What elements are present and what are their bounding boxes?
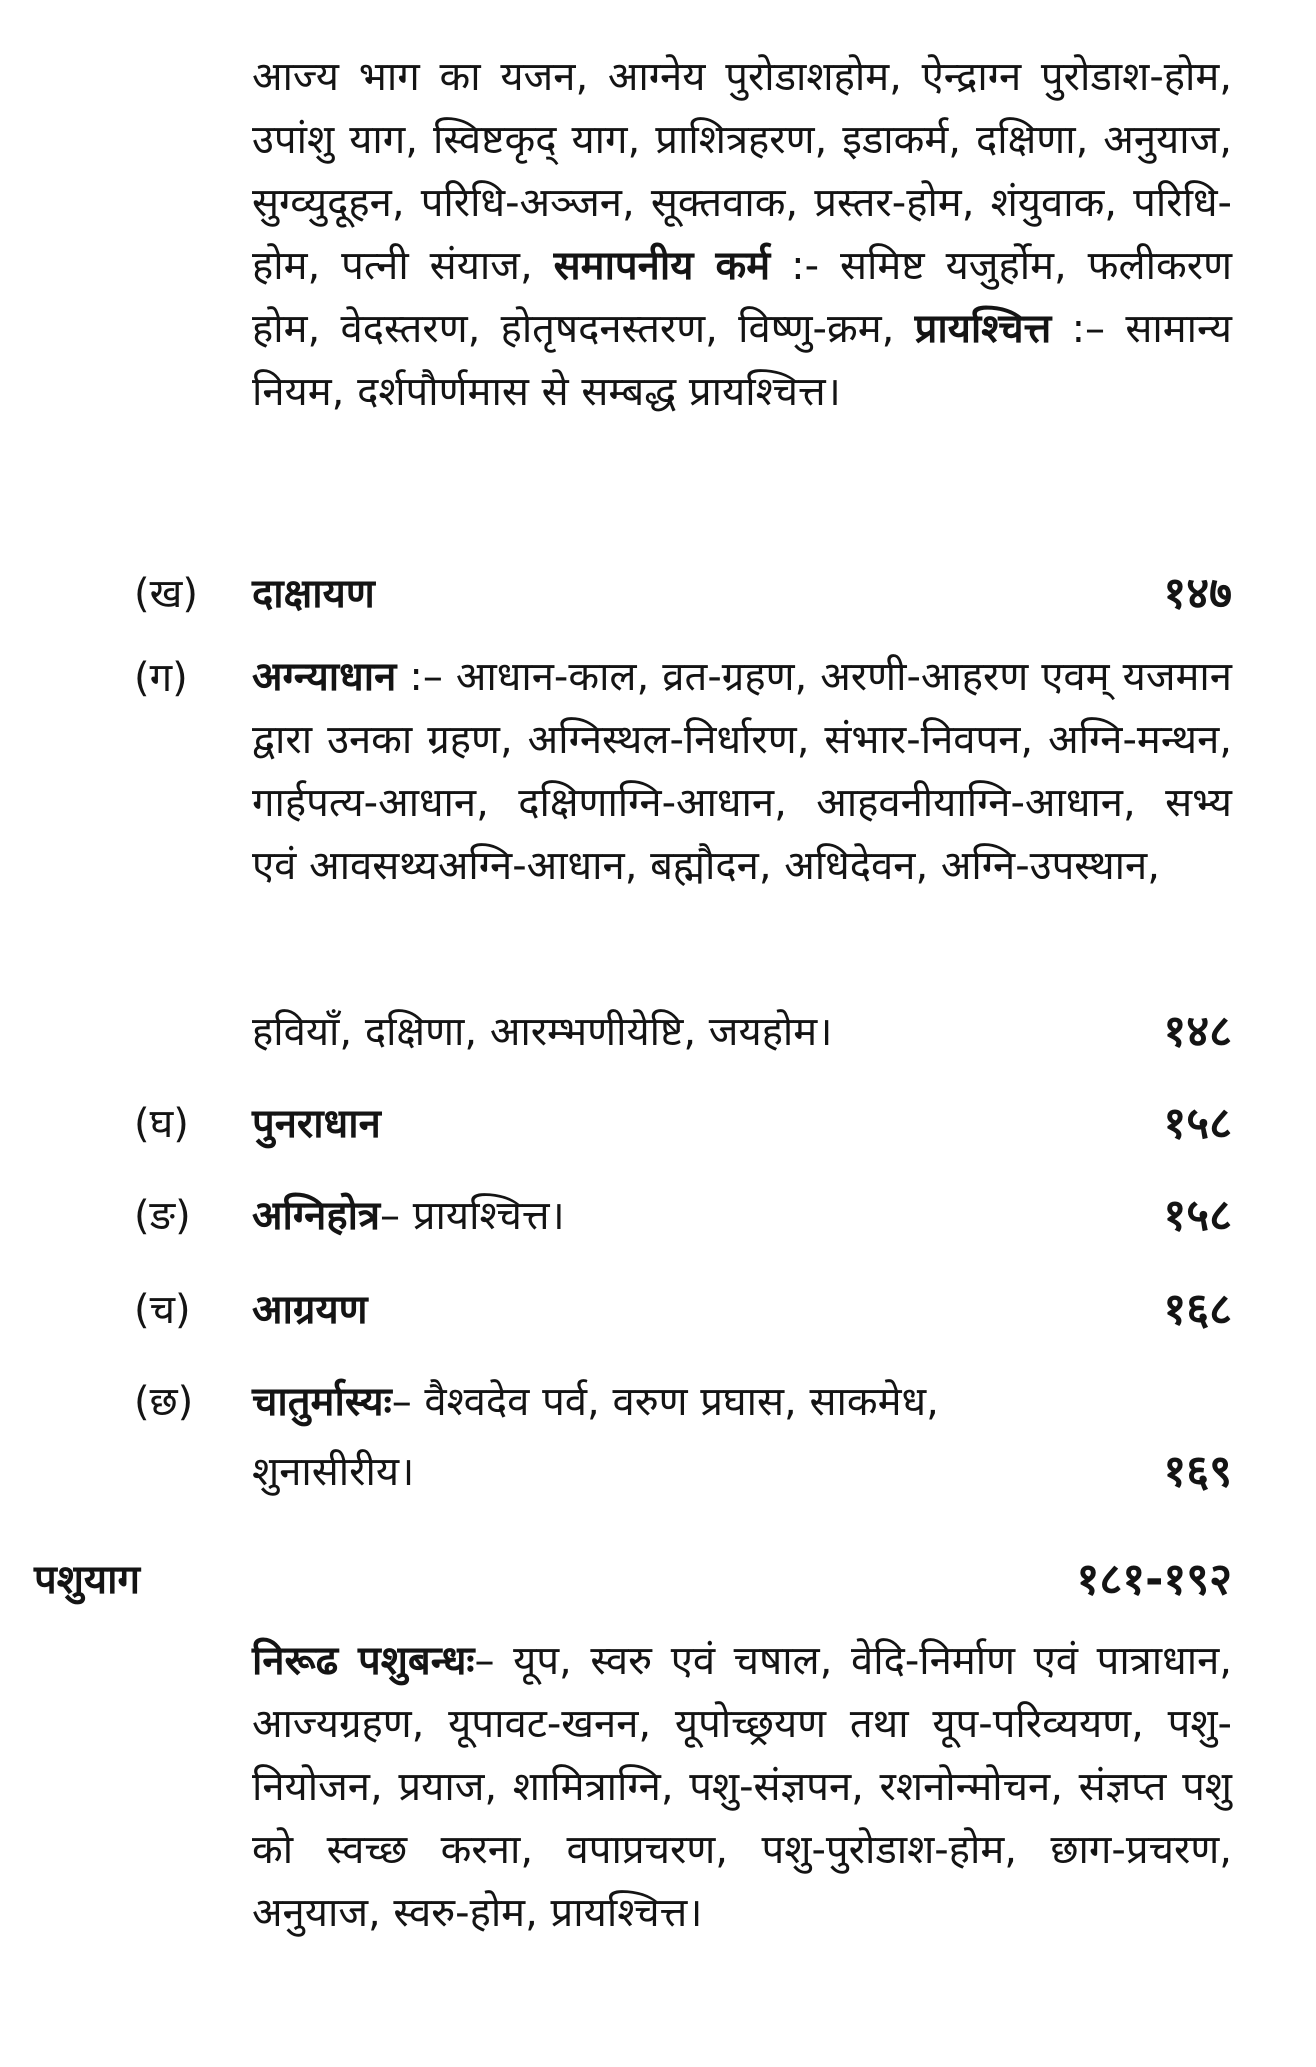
intro-text-2: :- समिष्ट यजुर्होम, फलीकरण होम, वेदस्तरण, होतृषदनस्तरण, विष्णु-क्रम, bbox=[252, 243, 1232, 352]
entry-kha bbox=[0, 562, 1316, 626]
entry-description: – वैश्वदेव पर्व, वरुण प्रघास, साकमेध, bbox=[391, 1379, 939, 1425]
section-pashuyag bbox=[0, 1548, 1316, 1612]
intro-bold-prayashchitta: प्रायश्चित्त bbox=[914, 306, 1052, 352]
section-page-range: १८१-१९२ bbox=[1076, 1554, 1232, 1605]
page-number: १६८ bbox=[1163, 1284, 1232, 1335]
entry-description-end: शुनासीरीय। bbox=[252, 1449, 415, 1495]
entry-title: पुनराधान bbox=[252, 1101, 381, 1147]
entry-label: (घ) bbox=[134, 1101, 189, 1147]
entry-label: (ङ) bbox=[134, 1193, 191, 1239]
page-number: १५८ bbox=[1163, 1190, 1232, 1241]
entry-gha bbox=[0, 1092, 1316, 1156]
entry-description-end: हवियाँ, दक्षिणा, आरम्भणीयेष्टि, जयहोम। bbox=[252, 1009, 833, 1055]
entry-title: अग्निहोत्र bbox=[252, 1193, 381, 1239]
entry-label: (छ) bbox=[134, 1379, 194, 1425]
entry-label: (च) bbox=[134, 1287, 191, 1333]
entry-title: आग्रयण bbox=[252, 1287, 368, 1333]
entry-title: अग्न्याधान bbox=[252, 654, 397, 700]
intro-bold-samapaniya: समापनीय कर्म bbox=[553, 243, 771, 289]
section-paragraph bbox=[252, 1630, 1232, 1945]
section-bold-term: निरूढ पशुबन्धः bbox=[252, 1638, 475, 1684]
page-number: १४८ bbox=[1163, 1006, 1232, 1057]
intro-paragraph bbox=[252, 46, 1232, 424]
intro-text-1: आज्य भाग का यजन, आग्नेय पुरोडाशहोम, ऐन्द्राग्न पुरोडाश-होम, उपांशु याग, स्विष्टकृद् याग, प्राशित्रहरण, इडाकर्म, दक्षिणा, अनुयाज, सुग्व्युदूहन, परिधि-अञ्जन, सूक्तवाक, प्रस्तर-होम, शंयुवाक, परिधि-होम, पत्नी संयाज, bbox=[252, 54, 1232, 289]
entry-chha bbox=[0, 1370, 1316, 1434]
page-number: १५८ bbox=[1163, 1098, 1232, 1149]
entry-nga bbox=[0, 1184, 1316, 1248]
entry-label: (ग) bbox=[134, 655, 188, 701]
entry-cha bbox=[0, 1278, 1316, 1342]
section-title: पशुयाग bbox=[34, 1557, 140, 1603]
entry-description: :– आधान-काल, व्रत-ग्रहण, अरणी-आहरण एवम् यजमान द्वारा उनका ग्रहण, अग्निस्थल-निर्धारण, संभार-निवपन, अग्नि-मन्थन, गार्हपत्य-आधान, दक्षिणाग्नि-आधान, आहवनीयाग्नि-आधान, सभ्य एवं आवसथ्यअग्नि-आधान, बह्मौदन, अधिदेवन, अग्नि-उपस्थान, bbox=[252, 654, 1232, 889]
page-number: १४७ bbox=[1163, 568, 1232, 619]
entry-title: चातुर्मास्यः bbox=[252, 1379, 392, 1425]
entry-ga-paragraph bbox=[252, 646, 1232, 898]
section-description: – यूप, स्वरु एवं चषाल, वेदि-निर्माण एवं पात्राधान, आज्यग्रहण, यूपावट-खनन, यूपोच्छ्रयण तथा यूप-परिव्ययण, पशु-नियोजन, प्रयाज, शामित्राग्नि, पशु-संज्ञपन, रशनोन्मोचन, संज्ञप्त पशु को स्वच्छ करना, वपाप्रचरण, पशु-पुरोडाश-होम, छाग-प्रचरण, अनुयाज, स्वरु-होम, प्रायश्चित्त। bbox=[252, 1638, 1232, 1936]
entry-ga-last-line bbox=[0, 1000, 1316, 1064]
entry-title: दाक्षायण bbox=[252, 571, 375, 617]
entry-label: (ख) bbox=[134, 571, 198, 617]
page-number: १६९ bbox=[1163, 1446, 1232, 1497]
intro-text-3: :– सामान्य नियम, दर्शपौर्णमास से सम्बद्ध प्रायश्चित्त। bbox=[252, 306, 1232, 415]
entry-description: – प्रायश्चित्त। bbox=[380, 1193, 565, 1239]
entry-chha-last-line bbox=[0, 1440, 1316, 1504]
